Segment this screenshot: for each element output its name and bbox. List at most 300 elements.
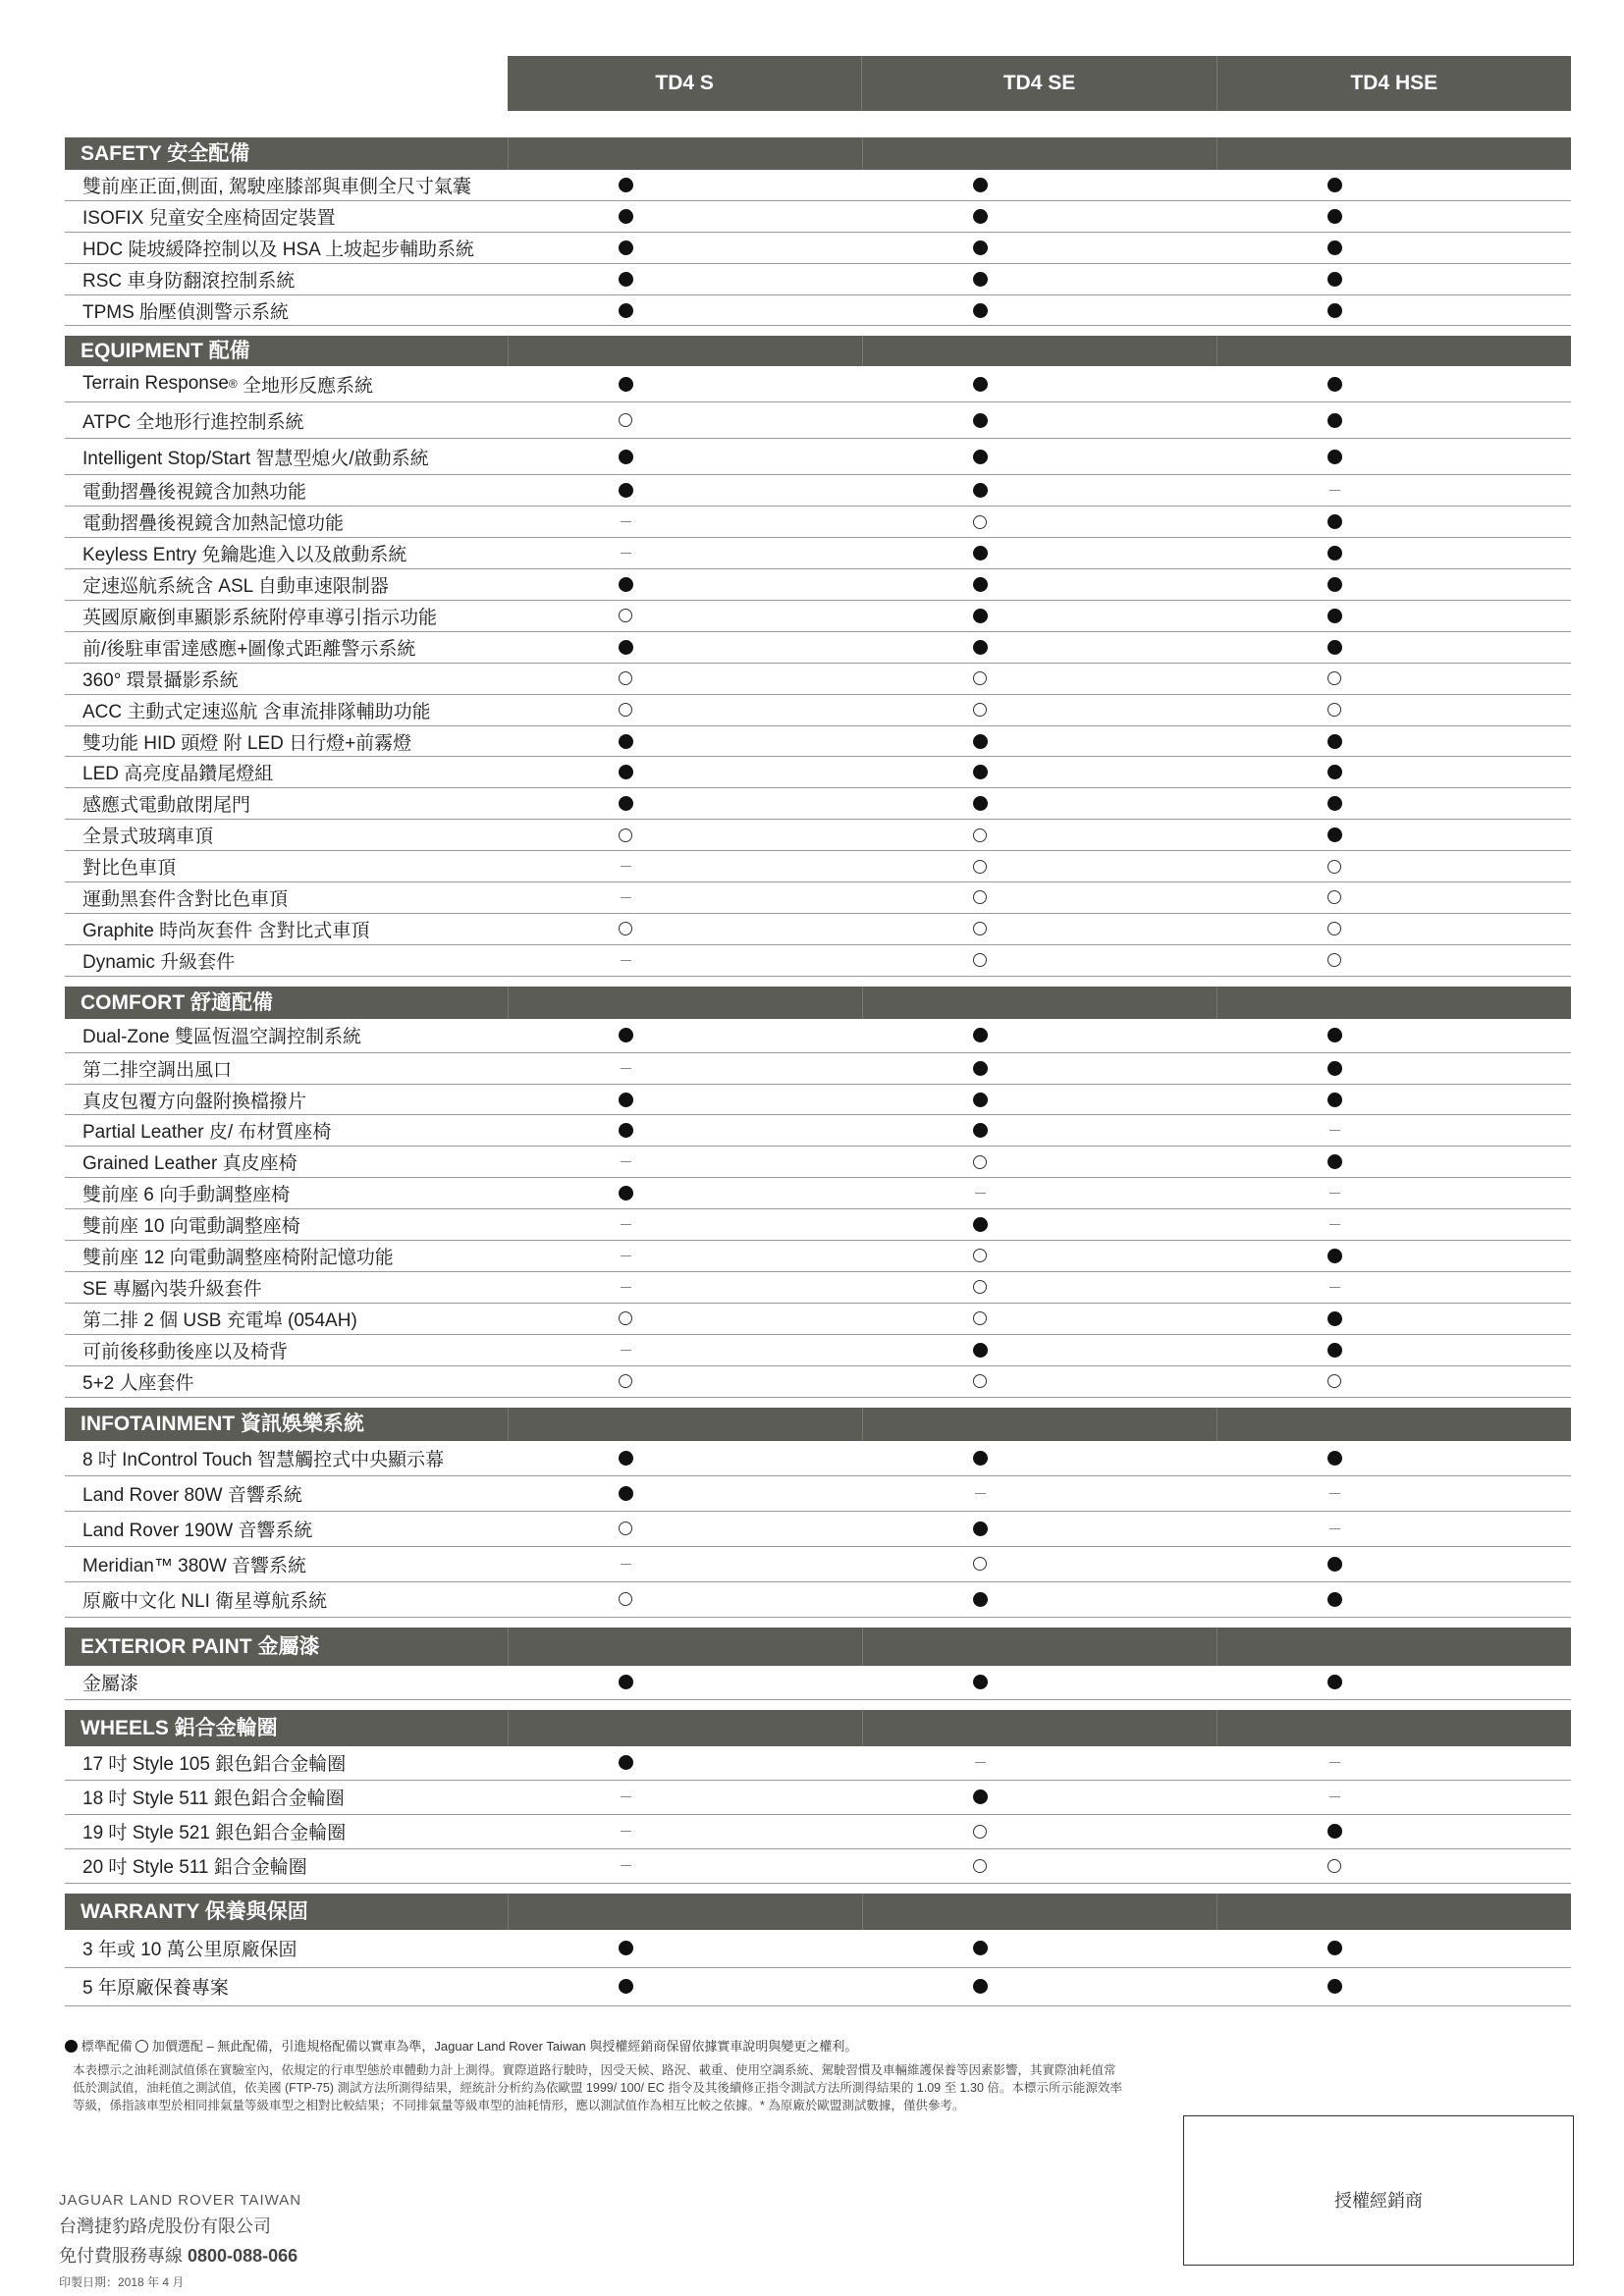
spec-label — [82, 757, 273, 787]
spec-label-text: ISOFIX 兒童安全座椅固定裝置 — [82, 207, 336, 229]
legend-standard: 標準配備 — [81, 2039, 133, 2054]
option-ring-icon — [619, 1311, 632, 1325]
standard-dot-icon — [1327, 450, 1342, 464]
not-available-dash-icon — [621, 897, 631, 898]
not-available-dash-icon — [621, 866, 631, 867]
trim-cell — [508, 475, 743, 506]
spec-row — [65, 1441, 1571, 1476]
standard-dot-icon — [1327, 178, 1342, 192]
spec-row — [65, 1304, 1571, 1335]
trim-cell — [862, 1147, 1098, 1177]
spec-row — [65, 695, 1571, 726]
trim-cell — [1217, 1335, 1452, 1365]
spec-label-text: SE 專屬內裝升級套件 — [82, 1278, 262, 1300]
trim-cell — [508, 1781, 743, 1814]
spec-label — [82, 1666, 138, 1699]
trim-cell — [508, 726, 743, 757]
trim-cell — [1217, 1968, 1452, 2005]
option-ring-icon — [1327, 1374, 1341, 1388]
standard-dot-icon — [1327, 1093, 1342, 1107]
section — [65, 1894, 1571, 2006]
trim-cell — [862, 569, 1098, 600]
trim-td4-s: TD4 S — [655, 72, 714, 94]
spec-row — [65, 1849, 1571, 1884]
standard-dot-icon — [1327, 796, 1342, 811]
standard-dot-icon — [1327, 1675, 1342, 1689]
standard-dot-icon — [619, 1755, 633, 1770]
spec-label-text: 真皮包覆方向盤附換檔撥片 — [82, 1091, 307, 1112]
trim-cell — [862, 757, 1098, 787]
spec-row — [65, 882, 1571, 914]
trim-cell — [508, 402, 743, 438]
spec-label-text: 5 年原廠保養專案 — [82, 1978, 229, 1999]
spec-label-text: HDC 陡坡緩降控制以及 HSA 上坡起步輔助系統 — [82, 239, 475, 260]
spec-label — [82, 569, 389, 600]
standard-dot-icon — [1327, 734, 1342, 749]
option-ring-icon — [1327, 922, 1341, 935]
option-ring-icon — [973, 860, 987, 874]
trim-cell — [508, 1746, 743, 1780]
spec-row — [65, 1366, 1571, 1398]
option-ring-icon — [1327, 890, 1341, 904]
spec-label — [82, 295, 289, 326]
option-ring-icon — [973, 890, 987, 904]
spec-row — [65, 1666, 1571, 1700]
trim-cell — [1217, 1441, 1452, 1475]
not-available-dash-icon — [1329, 1528, 1340, 1529]
not-available-dash-icon — [621, 1350, 631, 1351]
trim-cell — [1217, 1304, 1452, 1334]
standard-dot-icon — [1327, 1451, 1342, 1466]
spec-label — [82, 1085, 306, 1115]
spec-row — [65, 475, 1571, 507]
spec-label — [82, 726, 411, 757]
column-divider — [1217, 137, 1218, 170]
spec-label — [82, 695, 431, 725]
standard-dot-icon — [619, 1093, 633, 1107]
spec-label-text: Meridian™ 380W 音響系統 — [82, 1555, 307, 1576]
trim-cell — [862, 507, 1098, 537]
standard-dot-icon — [1327, 377, 1342, 392]
trim-cell — [862, 402, 1098, 438]
trim-cell — [1217, 1178, 1452, 1208]
spec-label-text: Dual-Zone 雙區恆溫空調控制系統 — [82, 1027, 361, 1048]
standard-dot-icon — [619, 178, 633, 192]
standard-dot-icon — [619, 303, 633, 318]
spec-label-text: Partial Leather 皮/ 布材質座椅 — [82, 1122, 332, 1144]
column-divider — [508, 1894, 509, 1930]
spec-label-text: 5+2 人座套件 — [82, 1372, 194, 1394]
footer — [59, 2192, 301, 2290]
spec-label-text: LED 高亮度晶鑽尾燈組 — [82, 764, 274, 785]
section-header — [65, 137, 1571, 170]
spec-row — [65, 1335, 1571, 1366]
spec-label — [82, 1366, 194, 1397]
spec-row — [65, 1815, 1571, 1849]
trim-cell — [508, 1272, 743, 1303]
trim-cell — [862, 726, 1098, 757]
standard-dot-icon — [1327, 828, 1342, 842]
trim-cell — [508, 233, 743, 263]
spec-label-text: Graphite 時尚灰套件 含對比式車頂 — [82, 920, 370, 941]
trim-cell — [862, 538, 1098, 568]
spec-label-text: 對比色車頂 — [82, 858, 177, 880]
spec-label — [82, 1272, 262, 1303]
trim-cell — [1217, 439, 1452, 474]
trim-cell — [862, 1781, 1098, 1814]
standard-dot-icon — [973, 1522, 988, 1536]
trim-cell — [862, 201, 1098, 232]
trim-cell — [1217, 1666, 1452, 1699]
trim-cell — [1217, 402, 1452, 438]
option-ring-icon — [619, 1374, 632, 1388]
not-available-dash-icon — [621, 1161, 631, 1162]
option-ring-icon — [973, 671, 987, 685]
spec-label — [82, 1335, 288, 1365]
spec-label-text: 雙前座 6 向手動調整座椅 — [82, 1185, 291, 1206]
standard-dot-icon — [619, 640, 633, 655]
standard-dot-icon — [973, 240, 988, 255]
trim-cell — [862, 475, 1098, 506]
not-available-dash-icon — [1329, 1224, 1340, 1225]
hotline-number: 0800-088-066 — [188, 2246, 298, 2266]
not-available-dash-icon — [1329, 490, 1340, 491]
option-ring-icon — [619, 609, 632, 622]
trim-cell — [508, 945, 743, 976]
standard-dot-icon — [619, 377, 633, 392]
not-available-dash-icon — [621, 1831, 631, 1832]
trim-cell — [1217, 1930, 1452, 1967]
trim-cell — [862, 632, 1098, 663]
option-ring-icon — [973, 1280, 987, 1294]
trim-cell — [508, 1241, 743, 1271]
trim-cell — [862, 264, 1098, 294]
spec-row — [65, 366, 1571, 402]
trim-cell — [508, 439, 743, 474]
option-ring-icon — [1327, 860, 1341, 874]
spec-label-text: 金屬漆 — [82, 1674, 139, 1694]
section — [65, 137, 1571, 326]
spec-label-text: 前/後駐車雷達感應+圖像式距離警示系統 — [82, 638, 416, 660]
trim-cell — [1217, 695, 1452, 725]
trim-cell — [1217, 882, 1452, 913]
standard-dot-icon — [619, 209, 633, 224]
section-header — [65, 1894, 1571, 1930]
trim-cell — [1217, 601, 1452, 631]
spec-label-text: 原廠中文化 NLI 衛星導航系統 — [82, 1590, 328, 1612]
trim-cell — [1217, 820, 1452, 850]
not-available-dash-icon — [621, 553, 631, 554]
trim-cell — [862, 1582, 1098, 1617]
not-available-dash-icon — [621, 1564, 631, 1565]
company-name: 台灣捷豹路虎股份有限公司 — [59, 2216, 271, 2236]
standard-dot-icon — [973, 1061, 988, 1076]
trim-cell — [1217, 538, 1452, 568]
column-divider — [862, 1408, 863, 1441]
spec-row — [65, 1115, 1571, 1147]
spec-label-text: 第二排空調出風口 — [82, 1059, 233, 1081]
trim-cell — [1217, 851, 1452, 881]
section-title: EQUIPMENT 配備 — [81, 340, 250, 363]
standard-dot-icon — [973, 577, 988, 592]
standard-dot-icon — [1327, 1557, 1342, 1572]
not-available-dash-icon — [975, 1493, 986, 1494]
option-ring-icon — [973, 922, 987, 935]
option-ring-icon — [619, 922, 632, 935]
column-divider — [1217, 336, 1218, 366]
trim-cell — [508, 569, 743, 600]
trim-cell — [1217, 1849, 1452, 1883]
dealer-box — [1183, 2115, 1574, 2266]
standard-dot-icon — [973, 303, 988, 318]
column-divider — [862, 1628, 863, 1666]
spec-label — [82, 475, 306, 506]
trim-cell — [862, 851, 1098, 881]
section-title: WARRANTY 保養與保固 — [81, 1899, 308, 1923]
spec-table — [65, 137, 1571, 2016]
spec-label — [82, 851, 176, 881]
option-ring-icon — [619, 828, 632, 842]
option-ring-icon — [973, 1155, 987, 1169]
not-available-dash-icon — [1329, 1493, 1340, 1494]
spec-row — [65, 1272, 1571, 1304]
not-available-dash-icon — [1329, 1796, 1340, 1797]
trim-cell — [508, 601, 743, 631]
trim-cell — [1217, 201, 1452, 232]
trim-cell — [508, 882, 743, 913]
spec-row — [65, 538, 1571, 569]
trim-cell — [862, 295, 1098, 326]
trim-cell — [862, 1335, 1098, 1365]
trim-cell — [508, 632, 743, 663]
trim-cell — [508, 1441, 743, 1475]
trim-cell — [1217, 1366, 1452, 1397]
trim-td4-se: TD4 SE — [861, 56, 1216, 111]
column-divider — [1217, 987, 1218, 1019]
trim-cell — [508, 788, 743, 819]
standard-dot-icon — [1327, 303, 1342, 318]
column-divider — [862, 1710, 863, 1746]
spec-label-text: Land Rover 80W 音響系統 — [82, 1484, 302, 1506]
spec-label-text: 雙前座 10 向電動調整座椅 — [82, 1216, 300, 1238]
brand-name: JAGUAR LAND ROVER TAIWAN — [59, 2192, 302, 2209]
option-ring-icon — [135, 2040, 148, 2053]
spec-row — [65, 569, 1571, 601]
standard-dot-icon — [973, 1592, 988, 1607]
standard-dot-icon — [619, 734, 633, 749]
trim-cell — [862, 1085, 1098, 1115]
section-title: EXTERIOR PAINT 金屬漆 — [81, 1634, 320, 1658]
standard-dot-icon — [1327, 1592, 1342, 1607]
trim-cell — [508, 295, 743, 326]
legend — [65, 2036, 857, 2055]
trim-cell — [508, 820, 743, 850]
column-divider — [1217, 1408, 1218, 1441]
standard-dot-icon — [973, 765, 988, 779]
hotline-label: 免付費服務專線 — [59, 2246, 183, 2266]
not-available-dash-icon — [1329, 1287, 1340, 1288]
standard-dot-icon — [1327, 240, 1342, 255]
standard-dot-icon — [619, 1123, 633, 1138]
trim-cell — [1217, 1147, 1452, 1177]
column-divider — [508, 137, 509, 170]
trim-cell — [1217, 1115, 1452, 1146]
spec-label — [82, 366, 373, 401]
trim-cell — [1217, 945, 1452, 976]
trim-cell — [1217, 170, 1452, 200]
section — [65, 336, 1571, 976]
trim-cell — [1217, 366, 1452, 401]
spec-label — [82, 1582, 327, 1617]
trim-cell — [1217, 264, 1452, 294]
not-available-dash-icon — [621, 1796, 631, 1797]
spec-row — [65, 1930, 1571, 1968]
spec-label-text: Keyless Entry 免鑰匙進入以及啟動系統 — [82, 545, 407, 566]
spec-label-text: 第二排 2 個 USB 充電埠 (054AH) — [82, 1309, 357, 1331]
spec-label-text: 電動摺疊後視鏡含加熱記憶功能 — [82, 513, 345, 535]
spec-label — [82, 233, 474, 263]
trim-cell — [862, 1476, 1098, 1511]
option-ring-icon — [1327, 1859, 1341, 1873]
column-divider — [508, 1628, 509, 1666]
option-ring-icon — [619, 1522, 632, 1535]
section-title: INFOTAINMENT 資訊娛樂系統 — [81, 1412, 364, 1435]
spec-label-text: ACC 主動式定速巡航 含車流排隊輔助功能 — [82, 701, 431, 722]
trim-cell — [862, 1547, 1098, 1581]
spec-label-text: 19 吋 Style 521 銀色鋁合金輪圈 — [82, 1823, 347, 1843]
trim-cell — [508, 1815, 743, 1848]
spec-row — [65, 726, 1571, 758]
trim-cell — [862, 1815, 1098, 1848]
trim-cell — [862, 788, 1098, 819]
column-divider — [508, 336, 509, 366]
standard-dot-icon — [973, 209, 988, 224]
standard-dot-icon — [619, 1675, 633, 1689]
standard-dot-icon — [1327, 609, 1342, 623]
trim-cell — [1217, 632, 1452, 663]
spec-row — [65, 1209, 1571, 1241]
legend-rest: – 無此配備，引進規格配備以實車為準，Jaguar Land Rover Taiwan 與授權經銷商保留依據實車說明與變更之權利。 — [206, 2039, 858, 2054]
trim-cell — [862, 233, 1098, 263]
spec-row — [65, 1085, 1571, 1116]
spec-row — [65, 632, 1571, 664]
spec-row — [65, 1582, 1571, 1618]
trim-cell — [508, 1335, 743, 1365]
trim-cell — [1217, 1053, 1452, 1084]
standard-dot-icon — [973, 1123, 988, 1138]
spec-row — [65, 851, 1571, 882]
spec-label — [82, 1304, 357, 1334]
standard-dot-icon — [973, 377, 988, 392]
trim-cell — [508, 757, 743, 787]
column-divider — [862, 987, 863, 1019]
section — [65, 1408, 1571, 1618]
spec-row — [65, 820, 1571, 851]
trim-cell — [862, 1209, 1098, 1240]
trim-cell — [862, 1304, 1098, 1334]
spec-label — [82, 1746, 346, 1780]
trim-cell — [508, 664, 743, 694]
spec-label — [82, 820, 213, 850]
section — [65, 1710, 1571, 1884]
standard-dot-icon — [619, 1979, 633, 1994]
trim-cell — [1217, 295, 1452, 326]
spec-label — [82, 1115, 331, 1146]
trim-cell — [1217, 1019, 1452, 1052]
trim-cell — [508, 538, 743, 568]
spec-row — [65, 1178, 1571, 1209]
trim-cell — [862, 1512, 1098, 1546]
spec-label — [82, 1053, 232, 1084]
spec-label-text: 定速巡航系統含 ASL 自動車速限制器 — [82, 576, 389, 598]
standard-dot-icon — [1327, 1311, 1342, 1326]
trim-cell — [862, 1053, 1098, 1084]
section-header — [65, 336, 1571, 366]
spec-label-text: 17 吋 Style 105 銀色鋁合金輪圈 — [82, 1754, 347, 1775]
trim-cell — [508, 1930, 743, 1967]
standard-dot-icon — [1327, 1061, 1342, 1076]
trim-cell — [862, 1178, 1098, 1208]
standard-dot-icon — [973, 450, 988, 464]
spec-label — [82, 507, 344, 537]
spec-row — [65, 402, 1571, 439]
standard-dot-icon — [973, 1217, 988, 1232]
standard-dot-icon — [973, 1789, 988, 1804]
standard-dot-icon — [1327, 1154, 1342, 1169]
spec-label — [82, 664, 239, 694]
spec-label — [82, 788, 250, 819]
option-ring-icon — [973, 1374, 987, 1388]
trim-cell — [862, 1272, 1098, 1303]
trim-cell — [862, 601, 1098, 631]
option-ring-icon — [973, 1249, 987, 1262]
standard-dot-icon — [619, 1186, 633, 1201]
spec-row — [65, 439, 1571, 475]
not-available-dash-icon — [1329, 1130, 1340, 1131]
standard-dot-icon — [619, 1941, 633, 1955]
trim-cell — [862, 1019, 1098, 1052]
legend-option: 加價選配 — [151, 2039, 203, 2054]
section-title: WHEELS 鋁合金輪圈 — [81, 1716, 278, 1739]
standard-dot-icon — [619, 483, 633, 498]
column-divider — [508, 1710, 509, 1746]
standard-dot-icon — [619, 1028, 633, 1042]
spec-label-text: 感應式電動啟閉尾門 — [82, 795, 251, 817]
standard-dot-icon — [1327, 514, 1342, 529]
spec-row — [65, 233, 1571, 264]
spec-label-text: 360° 環景攝影系統 — [82, 669, 239, 691]
spec-row — [65, 507, 1571, 538]
standard-dot-icon — [1327, 1979, 1342, 1994]
spec-label — [82, 402, 304, 438]
standard-dot-icon — [973, 413, 988, 428]
spec-label-text: 20 吋 Style 511 鋁合金輪圈 — [82, 1857, 307, 1878]
option-ring-icon — [1327, 671, 1341, 685]
trim-cell — [862, 882, 1098, 913]
spec-label-text: 可前後移動後座以及椅背 — [82, 1341, 289, 1362]
trim-cell — [862, 1968, 1098, 2005]
spec-label-text: 雙功能 HID 頭燈 附 LED 日行燈+前霧燈 — [82, 732, 412, 754]
standard-dot-icon — [65, 2040, 78, 2053]
spec-label — [82, 1241, 394, 1271]
standard-dot-icon — [1327, 209, 1342, 224]
spec-label — [82, 201, 336, 232]
trim-cell — [508, 170, 743, 200]
standard-dot-icon — [619, 1486, 633, 1501]
standard-dot-icon — [973, 1979, 988, 1994]
trim-cell — [862, 1849, 1098, 1883]
registered-mark: ® — [228, 377, 238, 392]
